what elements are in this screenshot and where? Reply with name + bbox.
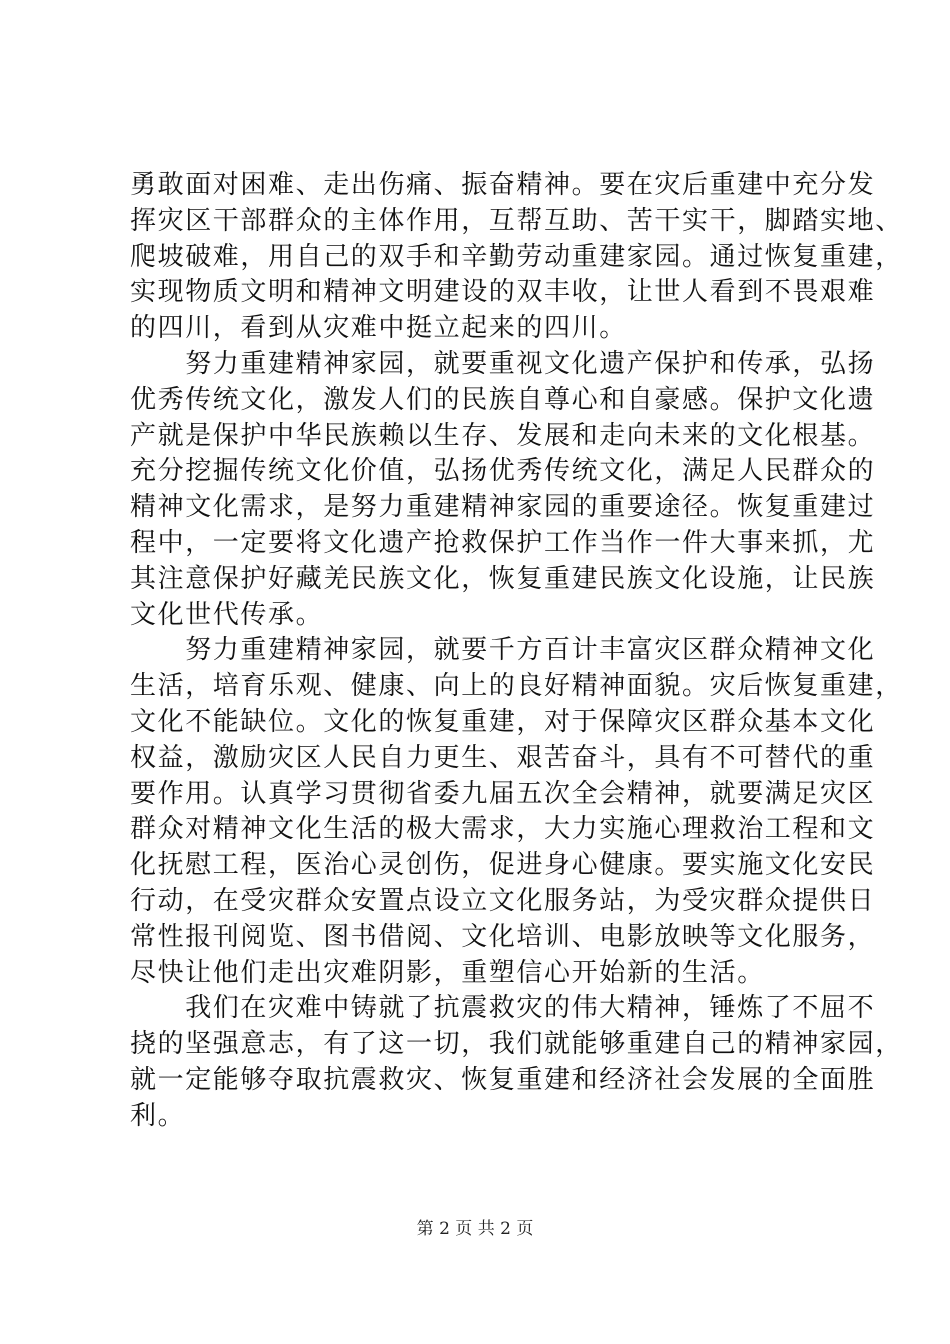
text-line: 尽快让他们走出灾难阴影，重塑信心开始新的生活。	[130, 957, 765, 988]
text-line: 行动，在受灾群众安置点设立文化服务站，为受灾群众提供日	[130, 885, 876, 916]
text-line: 挠的坚强意志，有了这一切，我们就能够重建自己的精神家园，	[130, 1029, 903, 1060]
text-line: 常性报刊阅览、图书借阅、文化培训、电影放映等文化服务，	[130, 921, 876, 952]
text-line: 精神文化需求，是努力重建精神家园的重要途径。恢复重建过	[130, 492, 876, 523]
text-line: 其注意保护好藏羌民族文化，恢复重建民族文化设施，让民族	[130, 563, 876, 594]
text-line: 权益，激励灾区人民自力更生、艰苦奋斗，具有不可替代的重	[130, 742, 876, 773]
text-line: 勇敢面对困难、走出伤痛、振奋精神。要在灾后重建中充分发	[130, 170, 876, 200]
text-line: 我们在灾难中铸就了抗震救灾的伟大精神，锤炼了不屈不	[130, 993, 876, 1024]
text-line: 优秀传统文化，激发人们的民族自尊心和自豪感。保护文化遗	[130, 384, 876, 415]
text-line: 的四川，看到从灾难中挺立起来的四川。	[130, 313, 627, 344]
text-line: 文化世代传承。	[130, 599, 324, 630]
text-line: 文化不能缺位。文化的恢复重建，对于保障灾区群众基本文化	[130, 706, 876, 737]
text-line: 努力重建精神家园，就要千方百计丰富灾区群众精神文化	[130, 635, 876, 666]
page-number-footer: 第 2 页 共 2 页	[416, 1219, 534, 1239]
text-line: 生活，培育乐观、健康、向上的良好精神面貌。灾后恢复重建，	[130, 671, 903, 702]
text-line: 要作用。认真学习贯彻省委九届五次全会精神，就要满足灾区	[130, 778, 876, 809]
text-line: 充分挖掘传统文化价值，弘扬优秀传统文化，满足人民群众的	[130, 456, 876, 487]
text-line: 实现物质文明和精神文明建设的双丰收，让世人看到不畏艰难	[130, 277, 876, 308]
text-line: 努力重建精神家园，就要重视文化遗产保护和传承，弘扬	[130, 348, 876, 379]
body-text	[130, 168, 903, 1135]
text-line: 利。	[130, 1100, 186, 1131]
text-line: 就一定能够夺取抗震救灾、恢复重建和经济社会发展的全面胜	[130, 1064, 876, 1095]
text-line: 挥灾区干部群众的主体作用，互帮互助、苦干实干，脚踏实地、	[130, 205, 903, 236]
text-line: 群众对精神文化生活的极大需求，大力实施心理救治工程和文	[130, 814, 876, 845]
text-line: 爬坡破难，用自己的双手和辛勤劳动重建家园。通过恢复重建，	[130, 241, 903, 272]
text-line: 化抚慰工程，医治心灵创伤，促进身心健康。要实施文化安民	[130, 850, 876, 881]
text-line: 产就是保护中华民族赖以生存、发展和走向未来的文化根基。	[130, 420, 876, 451]
text-line: 程中，一定要将文化遗产抢救保护工作当作一件大事来抓，尤	[130, 527, 876, 558]
